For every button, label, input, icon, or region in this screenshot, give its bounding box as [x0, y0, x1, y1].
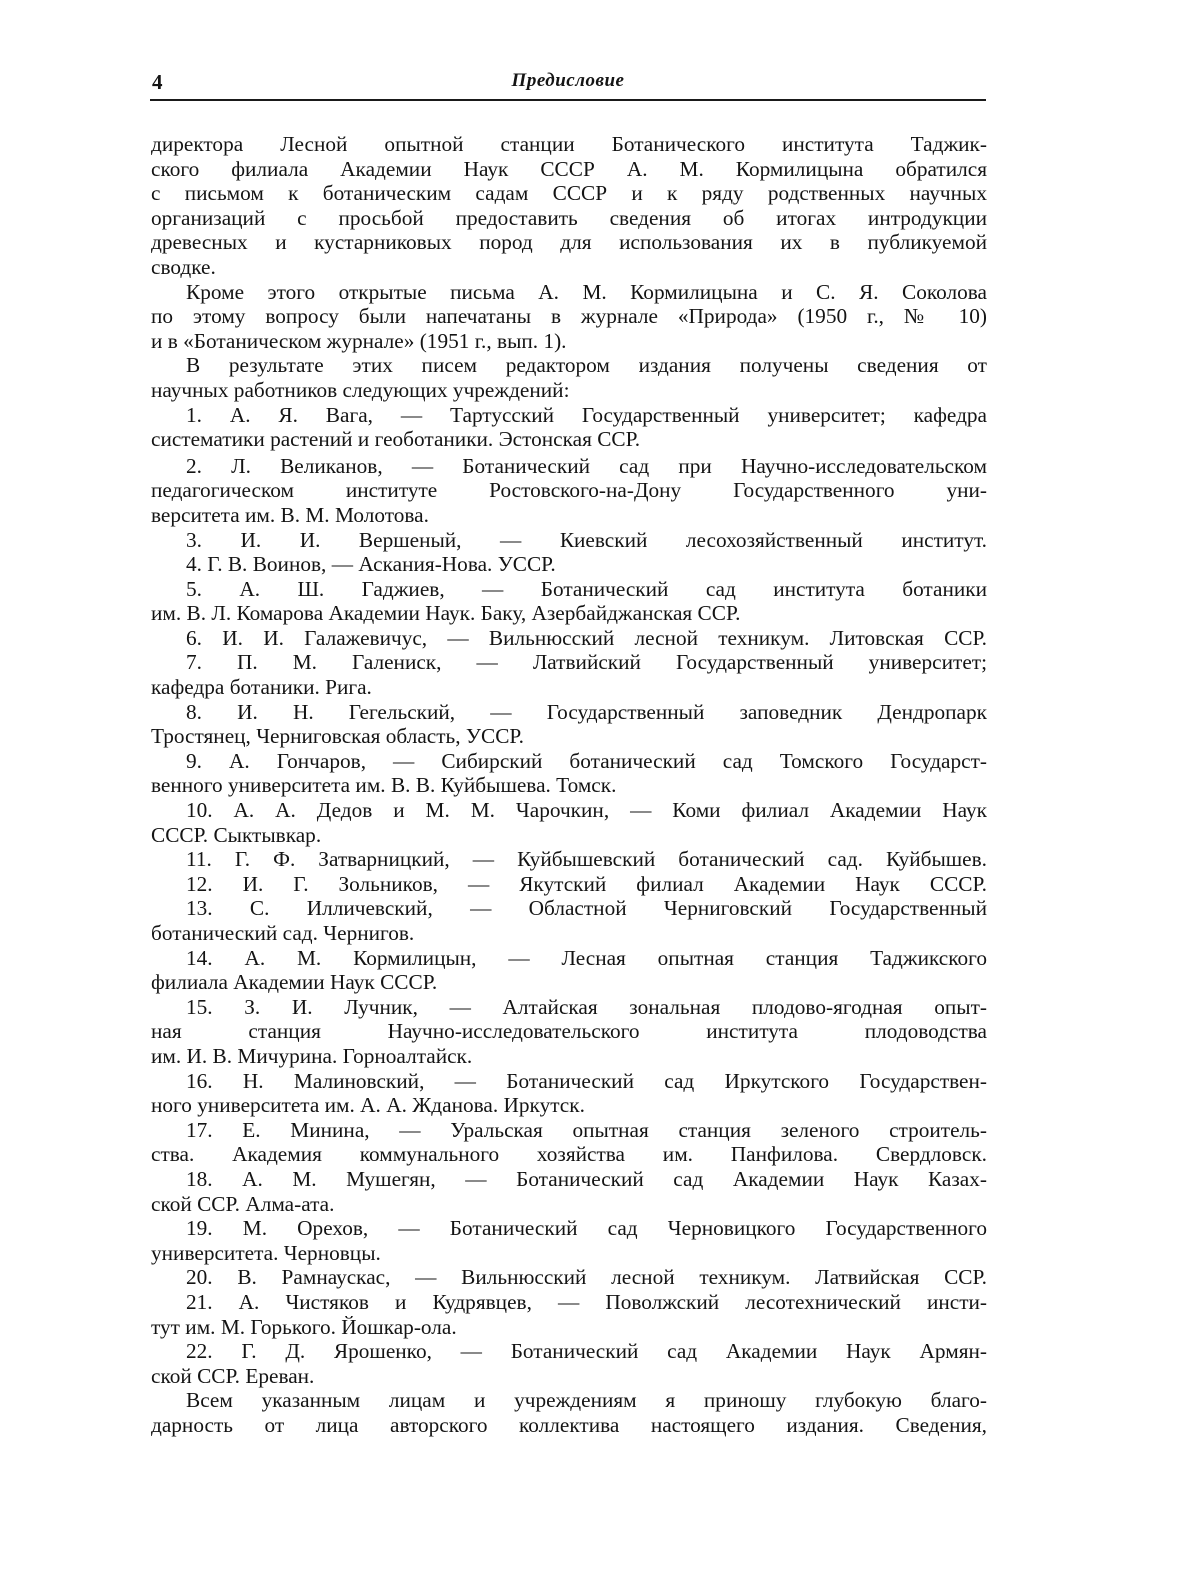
text-line: 8. И. Н. Гегельский, — Государственный заповедник Дендропарк	[186, 699, 987, 724]
text-line: 1. А. Я. Вага, — Тартусский Государственный университет; кафедра	[186, 402, 987, 427]
text-line: 12. И. Г. Зольников, — Якутский филиал Академии Наук СССР.	[186, 871, 987, 896]
text-line: им. И. В. Мичурина. Горноалтайск.	[151, 1043, 473, 1068]
text-line: 3. И. И. Вершеный, — Киевский лесохозяйственный институт.	[186, 527, 987, 552]
text-line: и в «Ботаническом журнале» (1951 г., вып. 1).	[151, 328, 567, 353]
text-line: с письмом к ботаническим садам СССР и к ряду родственных научных	[151, 181, 987, 206]
text-line: 15. З. И. Лучник, — Алтайская зональная плодово-ягодная опыт-	[186, 994, 987, 1019]
text-line: дарность от лица авторского коллектива настоящего издания. Сведения,	[151, 1412, 987, 1437]
text-line: 4. Г. В. Воинов, — Аскания-Нова. УССР.	[186, 552, 556, 577]
text-line: СССР. Сыктывкар.	[151, 822, 322, 847]
text-line: верситета им. В. М. Молотова.	[151, 502, 429, 527]
text-line: ного университета им. А. А. Жданова. Иркутск.	[151, 1093, 585, 1118]
text-line: филиала Академии Наук СССР.	[151, 970, 438, 995]
running-head: Предисловие	[511, 70, 625, 91]
page-header	[152, 70, 984, 96]
text-line: ная станция Научно-исследовательского института плодоводства	[151, 1019, 987, 1044]
text-line: 10. А. А. Дедов и М. М. Чарочкин, — Коми филиал Академии Наук	[186, 798, 987, 823]
text-line: 6. И. И. Галажевичус, — Вильнюсский лесной техникум. Литовская ССР.	[186, 625, 987, 650]
text-line: кафедра ботаники. Рига.	[151, 675, 372, 700]
text-line: Всем указанным лицам и учреждениям я приношу глубокую благо-	[186, 1388, 987, 1413]
text-line: 11. Г. Ф. Затварницкий, — Куйбышевский ботанический сад. Куйбышев.	[186, 847, 987, 872]
text-line: Тростянец, Черниговская область, УССР.	[151, 724, 524, 749]
text-line: венного университета им. В. В. Куйбышева. Томск.	[151, 773, 617, 798]
text-line: 21. А. Чистяков и Кудрявцев, — Поволжский лесотехнический инсти-	[186, 1289, 987, 1314]
text-line: 19. М. Орехов, — Ботанический сад Черновицкого Государственного	[186, 1216, 987, 1241]
text-line: университета. Черновцы.	[151, 1240, 381, 1265]
text-line: 18. А. М. Мушегян, — Ботанический сад Академии Наук Казах-	[186, 1166, 987, 1191]
text-line: древесных и кустарниковых пород для использования их в публикуемой	[151, 230, 987, 255]
text-line: тут им. М. Горького. Йошкар-ола.	[151, 1314, 457, 1339]
text-line: 13. С. Илличевский, — Областной Черниговский Государственный	[186, 896, 987, 921]
text-line: по этому вопросу были напечатаны в журнале «Природа» (1950 г., № 10)	[151, 304, 987, 329]
text-line: ского филиала Академии Наук СССР А. М. Кормилицына обратился	[151, 156, 987, 181]
text-line: 17. Е. Минина, — Уральская опытная станция зеленого строитель-	[186, 1117, 987, 1142]
text-line: педагогическом институте Ростовского-на-Дону Государственного уни-	[151, 478, 987, 503]
text-line: ской ССР. Ереван.	[151, 1363, 315, 1388]
text-line: 16. Н. Малиновский, — Ботанический сад Иркутского Государствен-	[186, 1068, 987, 1093]
text-line: организаций с просьбой предоставить сведения об итогах интродукции	[151, 205, 987, 230]
text-line: систематики растений и геоботаники. Эстонская ССР.	[151, 427, 641, 452]
text-line: ства. Академия коммунального хозяйства им. Панфилова. Свердловск.	[151, 1142, 987, 1167]
text-line: 9. А. Гончаров, — Сибирский ботанический сад Томского Государст-	[186, 748, 987, 773]
text-line: ботанический сад. Чернигов.	[151, 921, 415, 945]
text-line: 14. А. М. Кормилицын, — Лесная опытная станция Таджикского	[186, 945, 987, 970]
preface-body-text	[151, 132, 987, 1437]
text-line: В результате этих писем редактором издания получены сведения от	[186, 353, 987, 378]
text-line: 22. Г. Д. Ярошенко, — Ботанический сад Академии Наук Армян-	[186, 1339, 987, 1364]
text-line: 7. П. М. Галениск, — Латвийский Государственный университет;	[186, 650, 987, 675]
text-line: 5. А. Ш. Гаджиев, — Ботанический сад института ботаники	[186, 576, 987, 601]
text-line: Кроме этого открытые письма А. М. Кормилицына и С. Я. Соколова	[186, 279, 987, 304]
text-line: сводке.	[151, 254, 216, 279]
text-line: ской ССР. Алма-ата.	[151, 1191, 335, 1216]
text-line: 20. В. Рамнаускас, — Вильнюсский лесной техникум. Латвийская ССР.	[186, 1265, 987, 1290]
text-line: научных работников следующих учреждений:	[151, 377, 570, 402]
text-line: 2. Л. Великанов, — Ботанический сад при Научно-исследовательском	[186, 453, 987, 478]
header-rule	[150, 99, 986, 101]
page-number: 4	[152, 70, 163, 94]
text-line: директора Лесной опытной станции Ботанического института Таджик-	[151, 132, 987, 156]
text-line: им. В. Л. Комарова Академии Наук. Баку, Азербайджанская ССР.	[151, 601, 741, 626]
